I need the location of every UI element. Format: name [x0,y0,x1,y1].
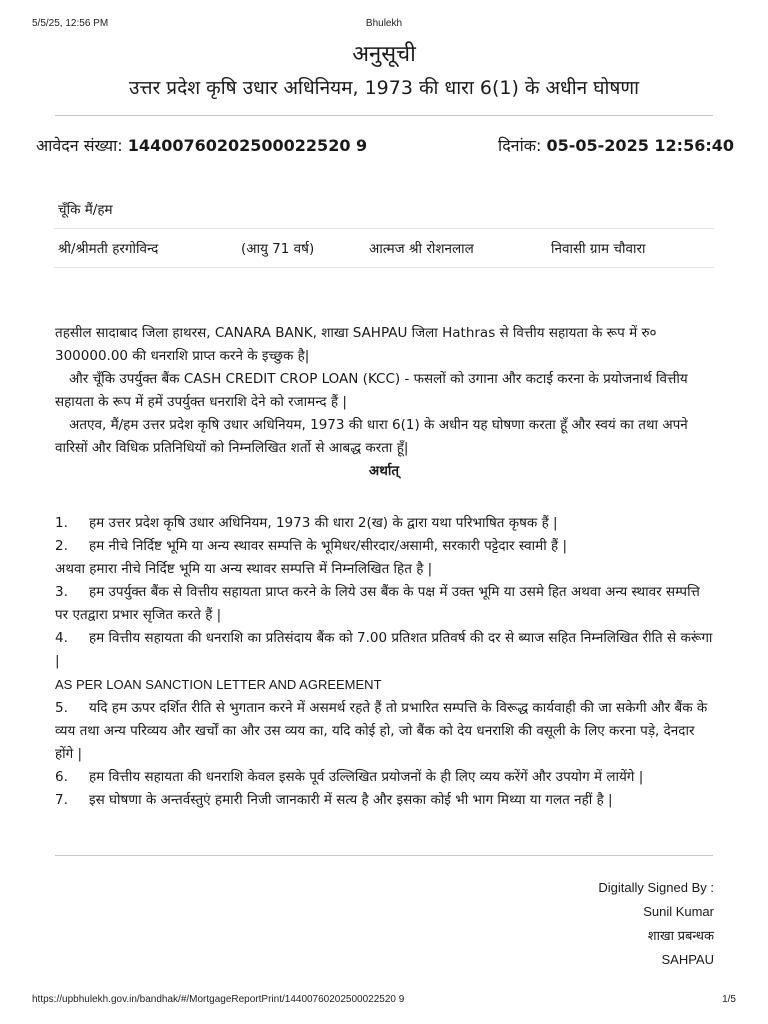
document-title: अनुसूची [352,42,416,67]
term-number: 6. [55,769,68,785]
term-number: 2. [55,538,68,554]
paragraph: अतएव, मैं/हम उत्तर प्रदेश कृषि उधार अधिनियम, 1973 की धारा 6(1) के अधीन यह घोषणा करता हूँ और स्वयं का तथा अपने वारिसों और विधिक प्रतिनिधियों को निम्नलिखित शर्तो से आबद्ध करता हूँ| [55,417,688,456]
print-url: https://upbhulekh.gov.in/bandhak/#/MortgageReportPrint/14400760202500022520 9 [32,994,405,1005]
paragraph: तहसील सादाबाद जिला हाथरस, CANARA BANK, शाखा SAHPAU जिला Hathras से वित्तीय सहायता के रूप में रु० 300000.00 की धनराशि प्राप्त करने के इच्छुक है| [55,325,657,364]
term-text: हम उपर्युक्त बैंक से वित्तीय सहायता प्राप्त करने के लिये उस बैंक के पक्ष में उक्त भूमि या उसमे हित अथवा अन्य स्थावर सम्पत्ति पर एतद्वारा प्रभार सृजित करते हैं | [55,584,700,623]
person-details [54,190,714,268]
divider [55,855,713,856]
term-number: 5. [55,700,68,716]
application-label: आवेदन संख्या: [36,136,123,155]
term-text: हम वित्तीय सहायता की धनराशि केवल इसके पूर्व उल्लिखित प्रयोजनों के ही लिए व्यय करेंगें और उपयोग में लायेंगे | [89,769,644,785]
application-number-value: 14400760202500022520 9 [127,136,368,155]
page-number: 1/5 [722,994,736,1005]
term-item [55,766,713,789]
person-residence: निवासी ग्राम चौवारा [551,241,646,257]
section-heading: अर्थात् [368,463,400,479]
term-item [55,581,713,627]
paragraph: और चूँकि उपर्युक्त बैंक CASH CREDIT CROP LOAN (KCC) - फसलों को उगाना और कटाई करना के प्रयोजनार्थ वित्तीय सहायता के रूप में हमें उपर्युक्त धनराशि देने को रजामन्द हैं | [55,371,688,410]
print-datetime: 5/5/25, 12:56 PM [32,18,109,29]
term-text: इस घोषणा के अन्तर्वस्तुएं हमारी निजी जानकारी में सत्य है और इसका कोई भी भाग मिथ्या या गलत नहीं है | [89,792,613,808]
signer-branch: SAHPAU [661,952,714,967]
person-intro: चूँकि मैं/हम [58,202,113,218]
document-date [498,134,734,156]
term-item [55,697,713,766]
term-item [55,627,713,673]
signer-name: Sunil Kumar [643,904,714,919]
print-site-title: Bhulekh [365,18,403,29]
divider [54,267,714,268]
term-text: AS PER LOAN SANCTION LETTER AND AGREEMENT [55,677,382,692]
term-text: हम वित्तीय सहायता की धनराशि का प्रतिसंदाय बैंक को 7.00 प्रतिशत प्रतिवर्ष की दर से ब्याज सहित निम्नलिखित रीति से करूंगा | [55,630,713,669]
term-item [55,558,713,581]
term-item [55,789,713,812]
divider [55,115,713,116]
person-name: श्री/श्रीमती हरगोविन्द [58,241,159,257]
term-number: 1. [55,515,68,531]
print-header [0,18,768,32]
term-number: 7. [55,792,68,808]
term-number: 3. [55,584,68,600]
signer-designation: शाखा प्रबन्धक [647,928,714,943]
signature-label: Digitally Signed By : [598,880,714,895]
terms-list [55,512,713,812]
term-text: यदि हम ऊपर दर्शित रीति से भुगतान करने में असमर्थ रहते हैं तो प्रभारित सम्पत्ति के विरूद्ध कार्यवाही की जा सकेगी और बैंक के व्यय तथा अन्य परिव्यय और खर्चों का और उस व्यय का, यदि कोई हो, जो बैंक को देय धनराशि की वसूली के लिए करना पड़े, देनदार होंगे | [55,700,708,762]
person-age: (आयु 71 वर्ष) [241,241,315,257]
term-item [55,673,713,697]
person-relation: आत्मज श्री रोशनलाल [369,241,474,257]
application-number [36,134,367,156]
print-footer [0,994,768,1008]
document-subtitle: उत्तर प्रदेश कृषि उधार अधिनियम, 1973 की धारा 6(1) के अधीन घोषणा [128,77,640,99]
date-label: दिनांक: [498,136,542,155]
term-item [55,535,713,558]
term-text: हम नीचे निर्दिष्ट भूमि या अन्य स्थावर सम्पत्ति के भूमिधर/सीरदार/असामी, सरकारी पट्टेदार स्वामी हैं | [89,538,567,554]
date-value: 05-05-2025 12:56:40 [546,136,734,155]
declaration-body [55,322,713,483]
term-text: हम उत्तर प्रदेश कृषि उधार अधिनियम, 1973 की धारा 2(ख) के द्वारा यथा परिभाषित कृषक हैं | [89,515,558,531]
term-number: 4. [55,630,68,646]
term-text: अथवा हमारा नीचे निर्दिष्ट भूमि या अन्य स्थावर सम्पत्ति में निम्नलिखित हित है | [55,561,433,577]
term-item [55,512,713,535]
signature-block [598,876,714,972]
